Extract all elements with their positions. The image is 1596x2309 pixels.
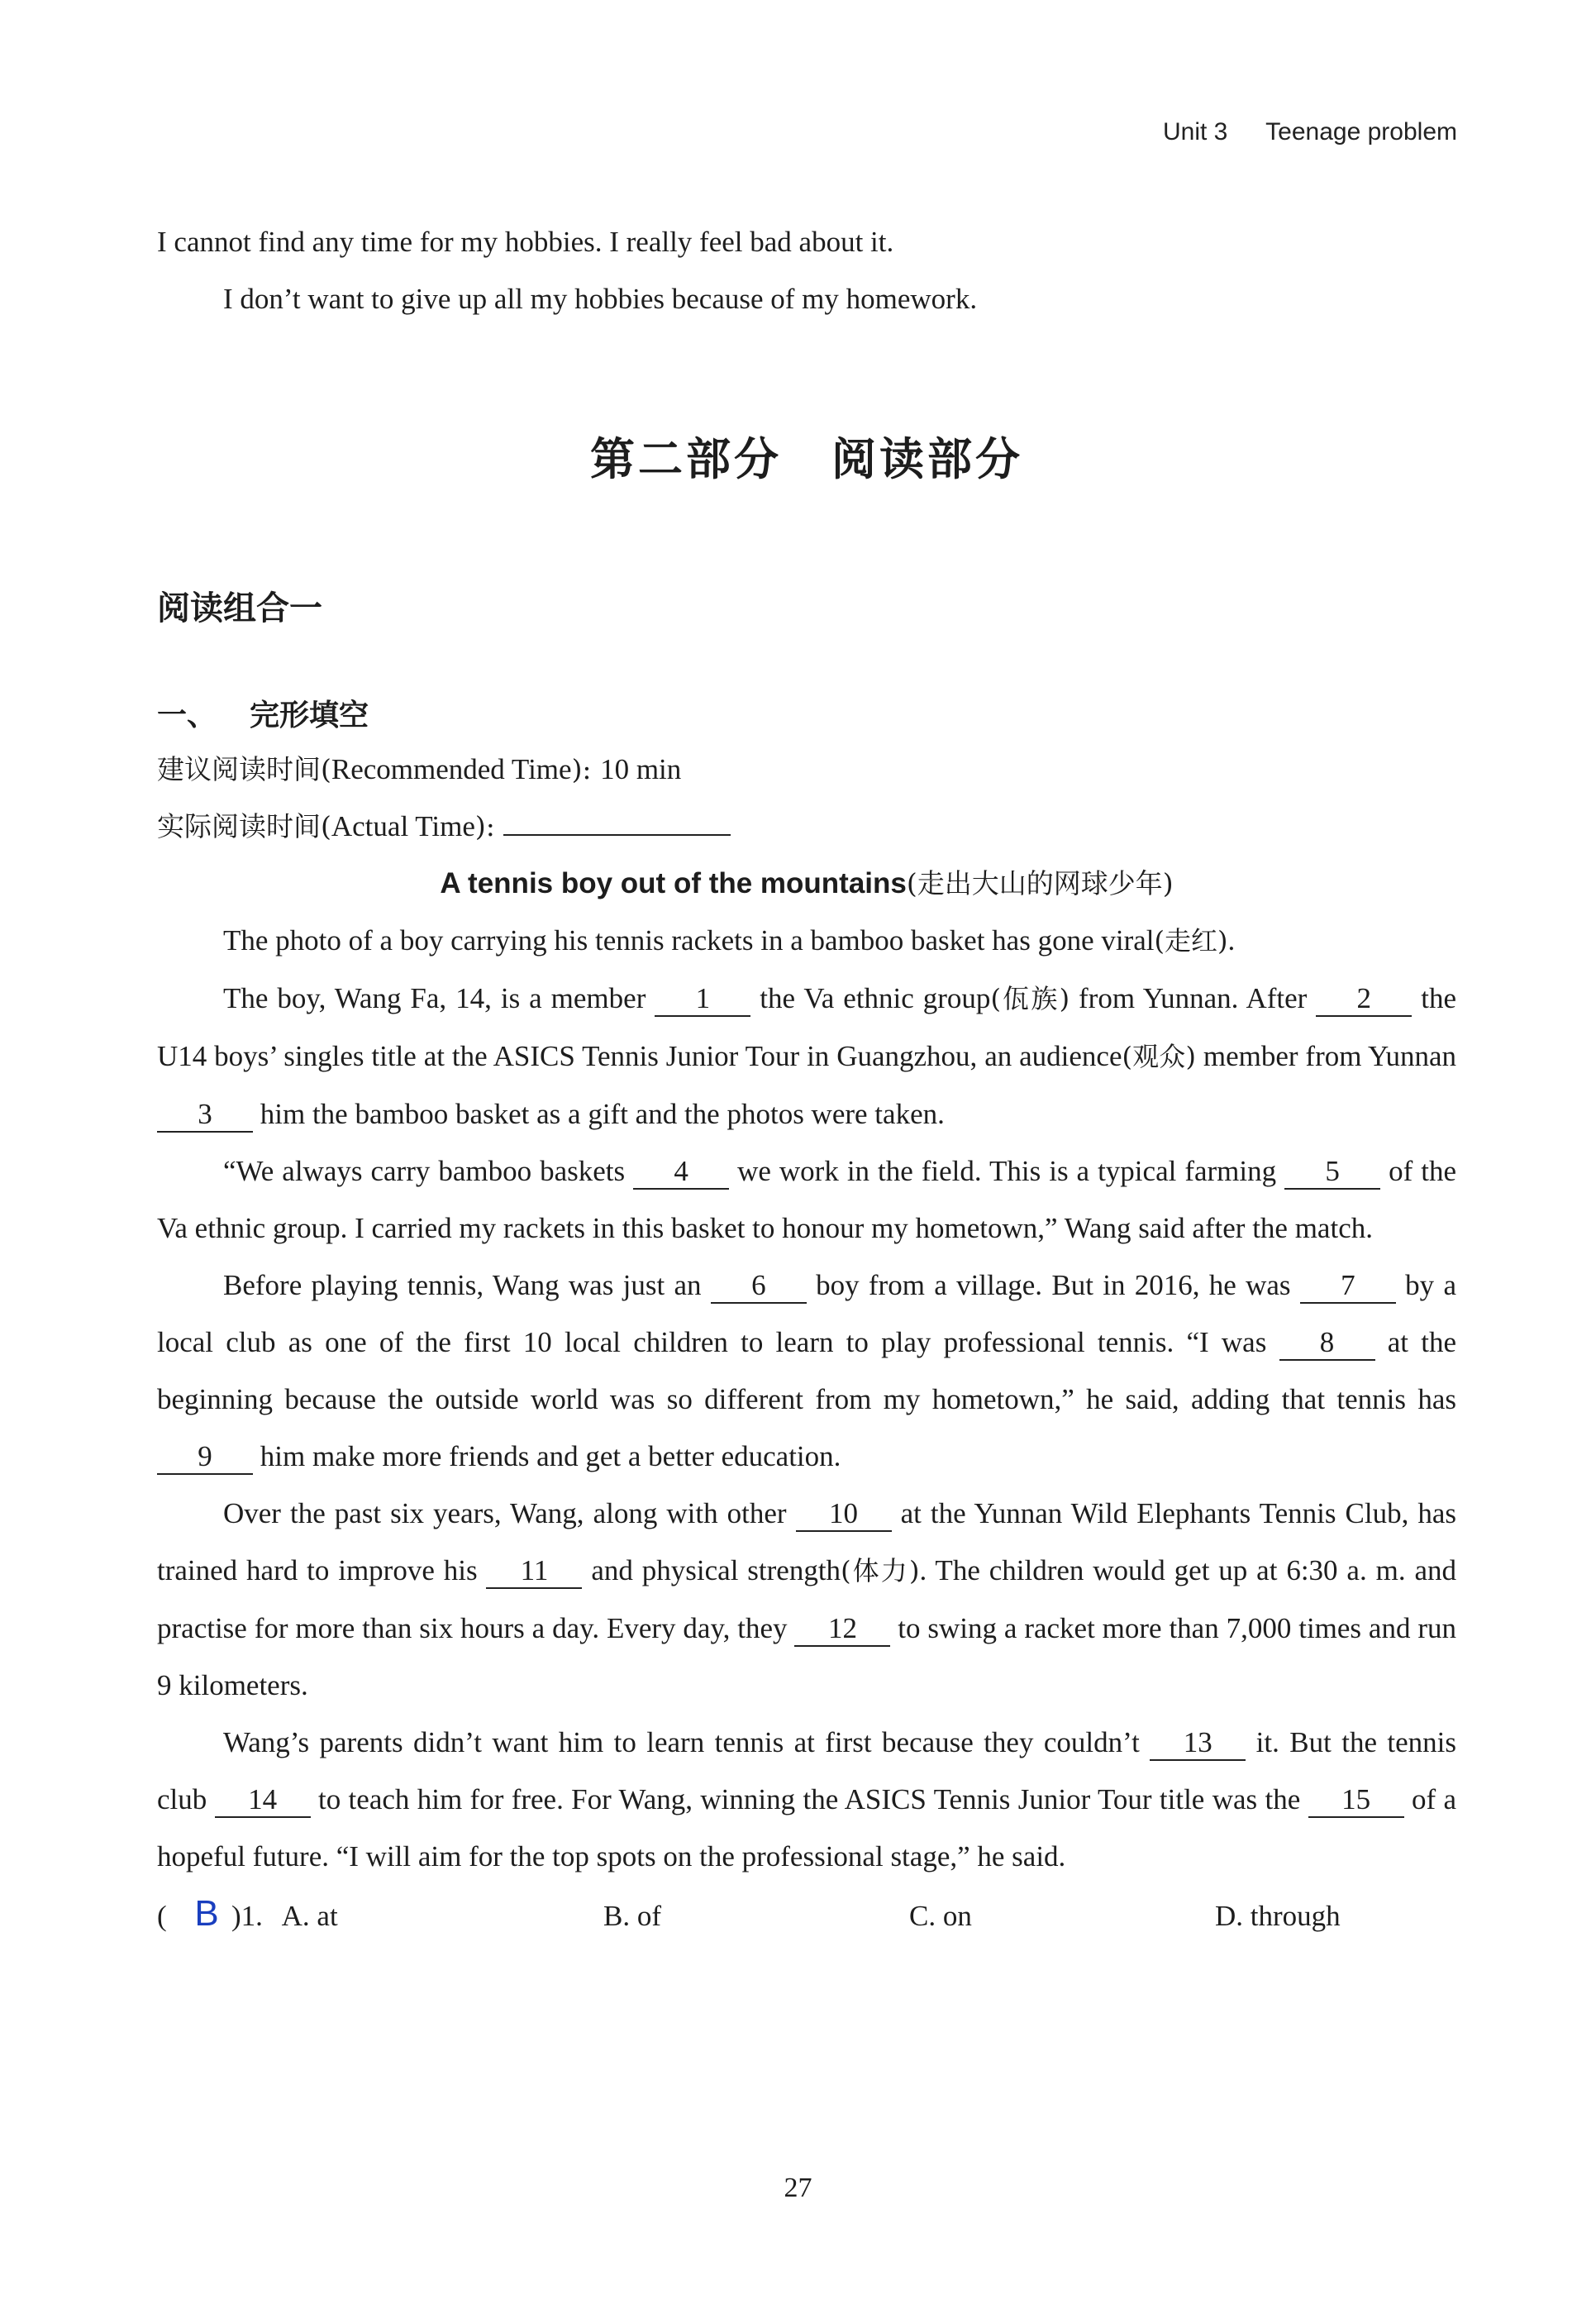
question-1-stem: ( B )1. A. at: [157, 1885, 603, 1944]
blank-14[interactable]: 14: [215, 1783, 311, 1818]
page-number: 27: [784, 2173, 812, 2203]
blank-13[interactable]: 13: [1150, 1726, 1246, 1761]
paragraph-2: The boy, Wang Fa, 14, is a member 1 the Va ethnic group(佤族) from Yunnan. After 2 the U14 boys’ singles title at the ASICS Tennis Junior Tour in Guangzhou, an audience(观众) member from Yunnan 3 him the bamboo basket as a gift and the photos were taken.: [157, 970, 1456, 1143]
question-1: [157, 1885, 1456, 1944]
section-title: 阅读组合一: [157, 589, 322, 627]
blank-5[interactable]: 5: [1284, 1155, 1380, 1190]
subsection-title: [157, 691, 1456, 741]
blank-11[interactable]: 11: [486, 1554, 582, 1589]
paragraph-1: The photo of a boy carrying his tennis rackets in a bamboo basket has gone viral(走红).: [223, 924, 1236, 957]
paragraph-4: Before playing tennis, Wang was just an 6 boy from a village. But in 2016, he was 7 by a local club as one of the first 10 local children to learn to play professional tennis. “I was 8 at the beginning because the outside world was so different from my hometown,” he said, adding that tennis has 9 him make more friends and get a better education.: [157, 1257, 1456, 1485]
recommended-time: 建议阅读时间(Recommended Time): 10 min: [157, 753, 682, 785]
article-title: A tennis boy out of the mountains(走出大山的网球少年): [440, 867, 1174, 899]
option-b[interactable]: B. of: [603, 1900, 661, 1932]
blank-6[interactable]: 6: [711, 1269, 807, 1304]
option-d[interactable]: D. through: [1215, 1900, 1341, 1932]
actual-time: 实际阅读时间(Actual Time):: [157, 798, 1456, 855]
page-content: [157, 213, 1456, 1944]
blank-2[interactable]: 2: [1316, 982, 1412, 1017]
header-topic: Teenage problem: [1265, 118, 1457, 146]
blank-1[interactable]: 1: [655, 982, 750, 1017]
part-number: 第二部分: [590, 433, 782, 485]
paragraph-6: Wang’s parents didn’t want him to learn tennis at first because they couldn’t 13 it. But the tennis club 14 to teach him for free. For Wang, winning the ASICS Tennis Junior Tour title was the 15 of a hopeful future. “I will aim for the top spots on the professional stage,” he said.: [157, 1726, 1457, 1872]
part-name: 阅读部分: [831, 433, 1023, 485]
option-c[interactable]: C. on: [909, 1900, 972, 1932]
actual-time-blank[interactable]: [503, 809, 731, 836]
blank-4[interactable]: 4: [633, 1155, 729, 1190]
blank-15[interactable]: 15: [1308, 1783, 1404, 1818]
paragraph-3: “We always carry bamboo baskets 4 we work in the field. This is a typical farming 5 of the Va ethnic group. I carried my rackets in this basket to honour my hometown,” Wang said after the match.: [157, 1155, 1456, 1244]
recommended-time-value: 10 min: [600, 753, 682, 785]
header-unit: Unit 3: [1163, 118, 1228, 146]
page-header: [1163, 118, 1457, 146]
subsection-number: 一、: [157, 699, 217, 732]
intro-line-2: I don’t want to give up all my hobbies because of my homework.: [223, 283, 978, 315]
blank-10[interactable]: 10: [796, 1497, 892, 1532]
blank-3[interactable]: 3: [157, 1098, 253, 1133]
blank-8[interactable]: 8: [1279, 1326, 1375, 1361]
subsection-name: 完形填空: [250, 699, 369, 732]
blank-12[interactable]: 12: [794, 1612, 890, 1647]
option-a[interactable]: A. at: [281, 1900, 338, 1932]
blank-7[interactable]: 7: [1300, 1269, 1396, 1304]
question-1-answer[interactable]: B: [194, 1893, 219, 1934]
intro-line-1: I cannot find any time for my hobbies. I really feel bad about it.: [157, 226, 894, 258]
part-title: [157, 427, 1456, 493]
blank-9[interactable]: 9: [157, 1440, 253, 1475]
paragraph-5: Over the past six years, Wang, along with other 10 at the Yunnan Wild Elephants Tennis Club, has trained hard to improve his 11 and physical strength(体力). The children would get up at 6:30 a. m. and practise for more than six hours a day. Every day, they 12 to swing a racket more than 7,000 times and run 9 kilometers.: [157, 1497, 1457, 1701]
